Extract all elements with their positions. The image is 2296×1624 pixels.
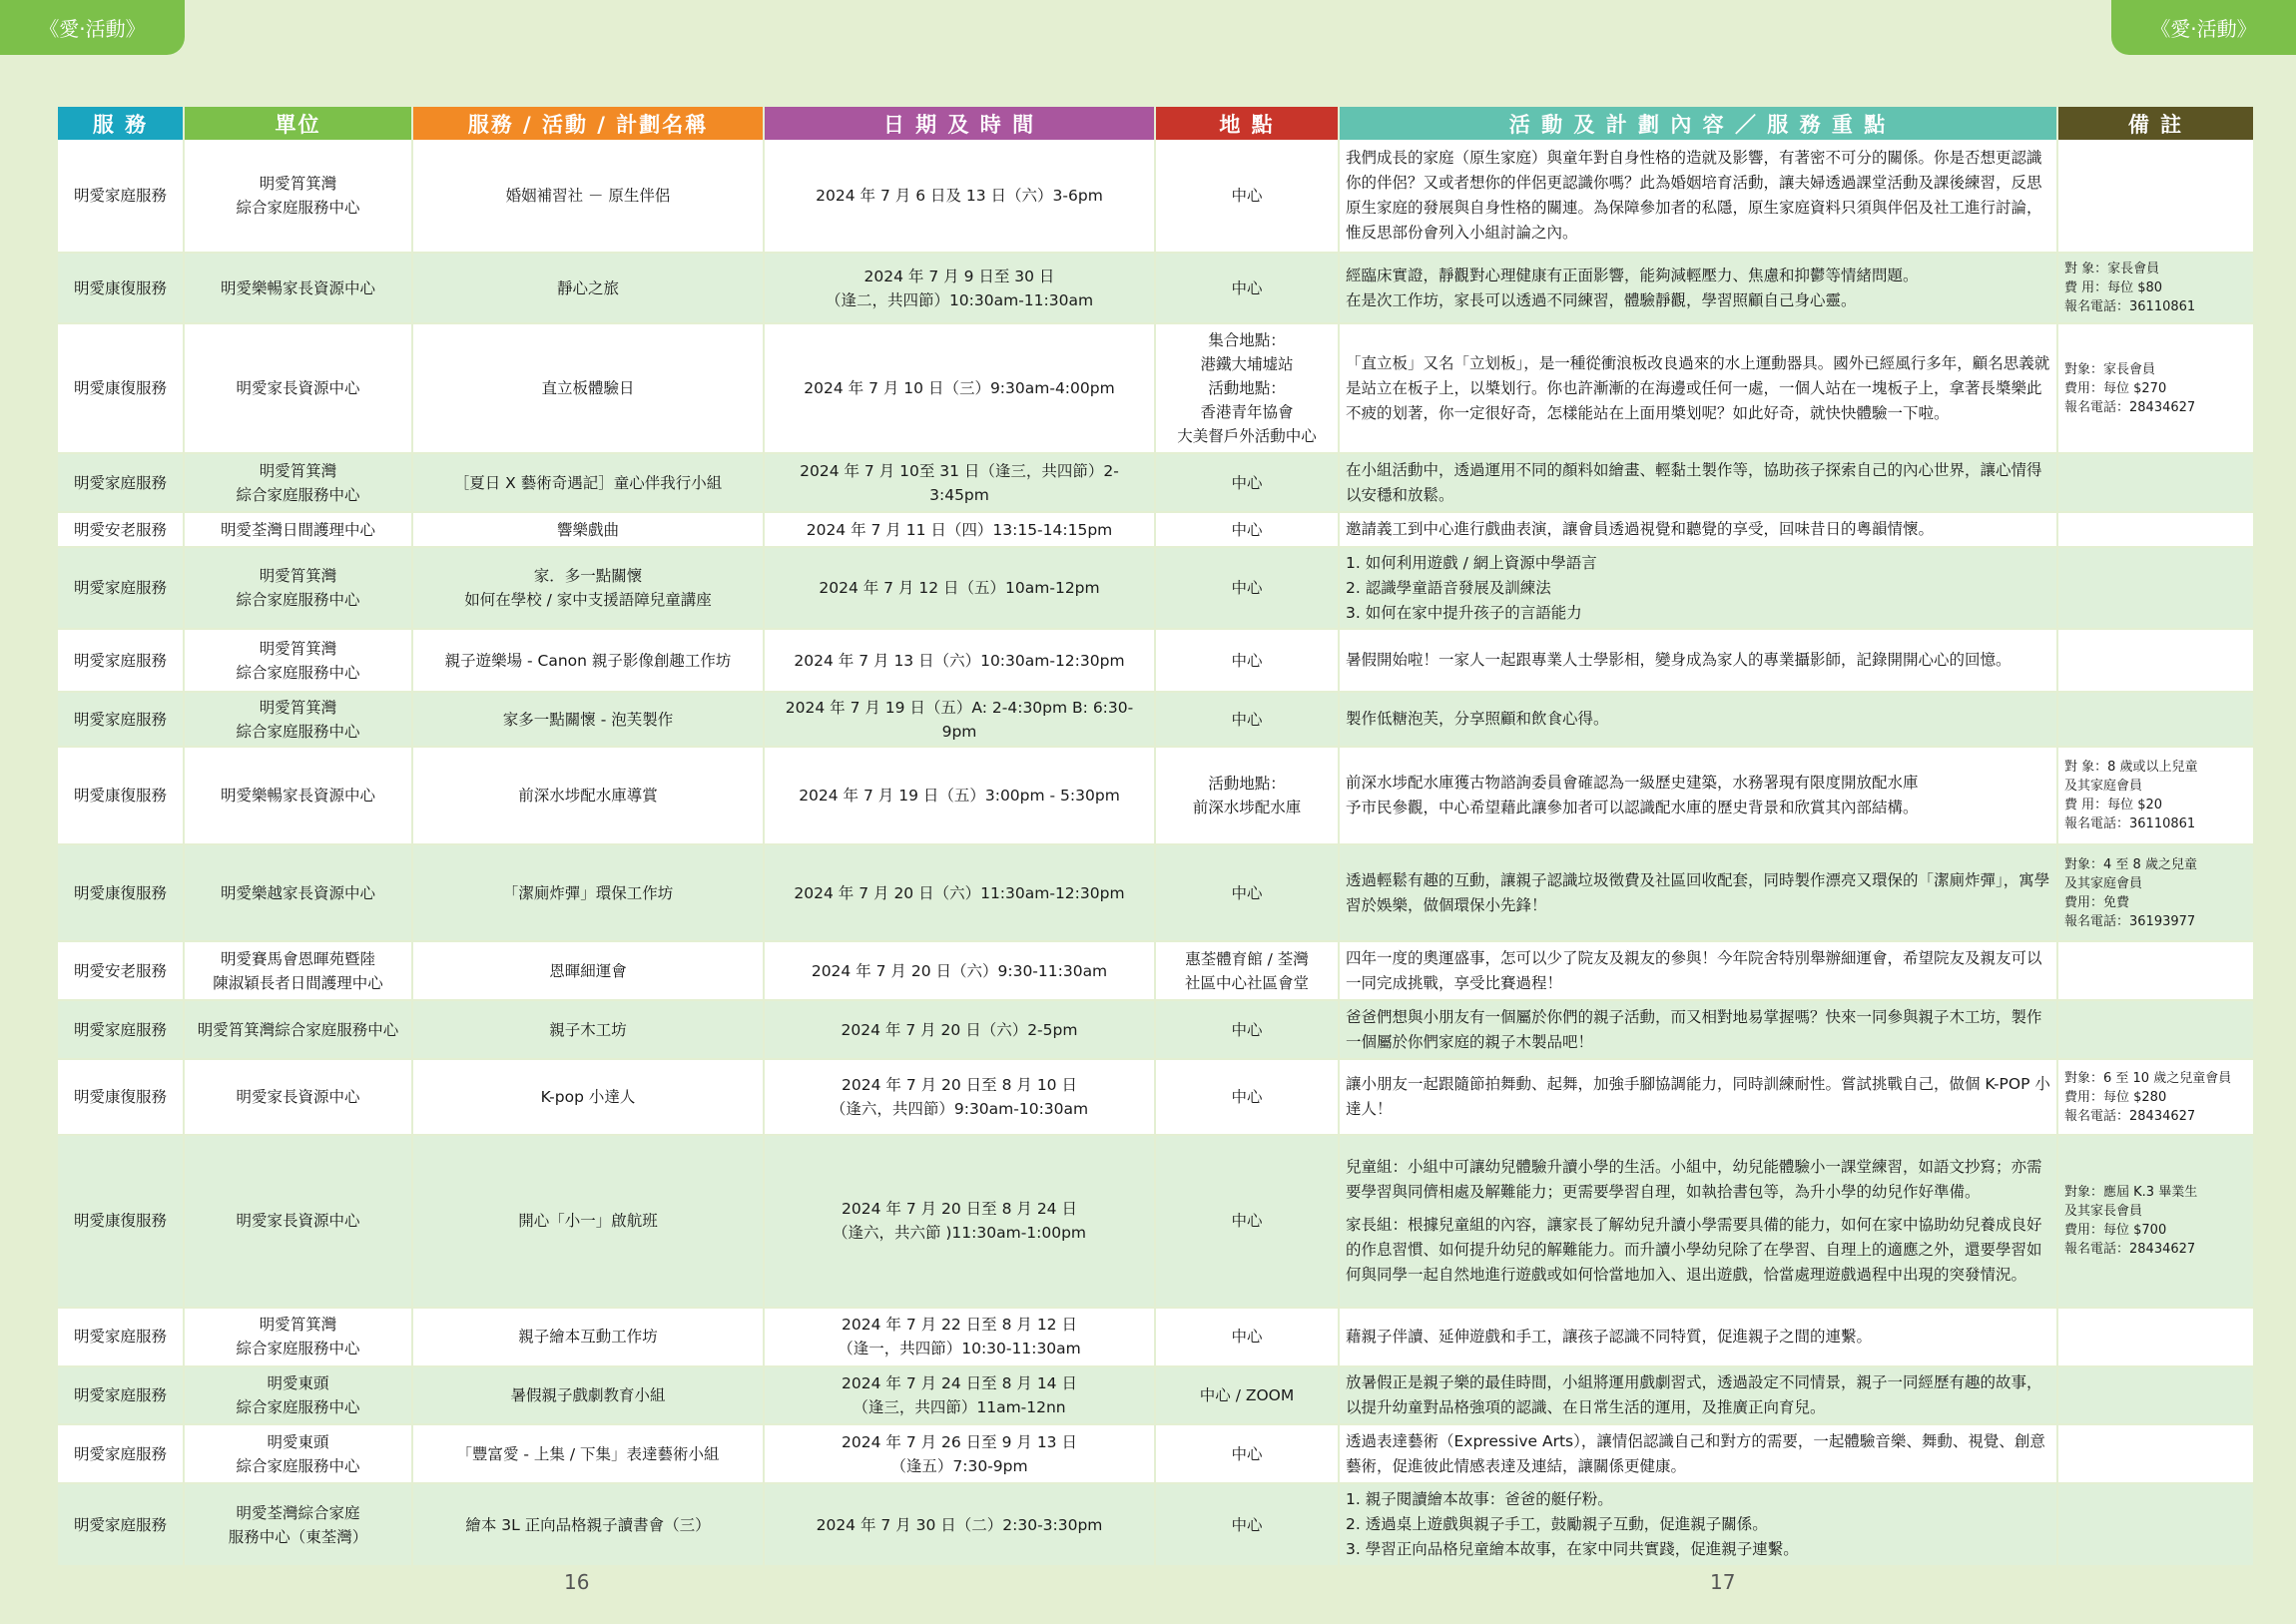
cell-service: 明愛康復服務 bbox=[58, 1136, 183, 1309]
cell-service: 明愛康復服務 bbox=[58, 324, 183, 454]
cell-location: 中心 bbox=[1156, 513, 1338, 548]
cell-unit: 明愛樂越家長資源中心 bbox=[185, 845, 411, 943]
table-row bbox=[58, 548, 2253, 630]
cell-service: 明愛家庭服務 bbox=[58, 693, 183, 748]
cell-service: 明愛康復服務 bbox=[58, 845, 183, 943]
table-row bbox=[58, 1001, 2253, 1060]
cell-location: 中心 bbox=[1156, 548, 1338, 630]
cell-date-time: 2024 年 7 月 12 日（五）10am-12pm bbox=[765, 548, 1154, 630]
cell-remarks bbox=[2058, 548, 2253, 630]
cell-activity-name: 親子繪本互動工作坊 bbox=[413, 1309, 763, 1367]
table-row bbox=[58, 630, 2253, 693]
cell-unit: 明愛荃灣日間護理中心 bbox=[185, 513, 411, 548]
cell-unit: 明愛家長資源中心 bbox=[185, 1136, 411, 1309]
cell-remarks: 對象：家長會員 費用：每位 $270 報名電話：28434627 bbox=[2058, 324, 2253, 454]
cell-activity-name: 響樂戲曲 bbox=[413, 513, 763, 548]
cell-unit: 明愛筲箕灣 綜合家庭服務中心 bbox=[185, 693, 411, 748]
cell-location: 集合地點： 港鐵大埔墟站 活動地點： 香港青年協會 大美督戶外活動中心 bbox=[1156, 324, 1338, 454]
cell-activity-name: 親子遊樂場 - Canon 親子影像創趣工作坊 bbox=[413, 630, 763, 693]
cell-content: 在小組活動中，透過運用不同的顏料如繪畫、輕黏土製作等，協助孩子探索自己的內心世界，讓心情得以安穩和放鬆。 bbox=[1340, 454, 2056, 513]
cell-unit: 明愛荃灣綜合家庭 服務中心（東荃灣） bbox=[185, 1484, 411, 1567]
cell-unit: 明愛筲箕灣綜合家庭服務中心 bbox=[185, 1001, 411, 1060]
cell-unit: 明愛家長資源中心 bbox=[185, 324, 411, 454]
cell-activity-name: 婚姻補習社 － 原生伴侶 bbox=[413, 140, 763, 254]
cell-location: 中心 bbox=[1156, 630, 1338, 693]
cell-service: 明愛家庭服務 bbox=[58, 1425, 183, 1484]
cell-date-time: 2024 年 7 月 9 日至 30 日 （逢二，共四節）10:30am-11:30am bbox=[765, 254, 1154, 324]
cell-location: 中心 bbox=[1156, 140, 1338, 254]
table-row bbox=[58, 1367, 2253, 1426]
cell-remarks bbox=[2058, 1425, 2253, 1484]
cell-remarks bbox=[2058, 942, 2253, 1001]
cell-remarks bbox=[2058, 630, 2253, 693]
cell-remarks: 對象：6 至 10 歲之兒童會員 費用：每位 $280 報名電話：28434627 bbox=[2058, 1060, 2253, 1135]
cell-content: 1. 親子閱讀繪本故事：爸爸的艇仔粉。 2. 透過桌上遊戲與親子手工，鼓勵親子互動，促進親子關係。 3. 學習正向品格兒童繪本故事，在家中同共實踐，促進親子連繫。 bbox=[1340, 1484, 2056, 1567]
cell-activity-name: 家．多一點關懷 如何在學校 / 家中支援語障兒童講座 bbox=[413, 548, 763, 630]
cell-date-time: 2024 年 7 月 10 日（三）9:30am-4:00pm bbox=[765, 324, 1154, 454]
cell-activity-name: ［夏日 X 藝術奇遇記］童心伴我行小組 bbox=[413, 454, 763, 513]
table-row bbox=[58, 324, 2253, 454]
cell-activity-name: 「豐富愛 - 上集 / 下集」表達藝術小組 bbox=[413, 1425, 763, 1484]
cell-date-time: 2024 年 7 月 26 日至 9 月 13 日 （逢五）7:30-9pm bbox=[765, 1425, 1154, 1484]
cell-activity-name: 開心「小一」啟航班 bbox=[413, 1136, 763, 1309]
cell-unit: 明愛筲箕灣 綜合家庭服務中心 bbox=[185, 454, 411, 513]
table-row bbox=[58, 1484, 2253, 1567]
cell-content: 「直立板」又名「立划板」，是一種從衝浪板改良過來的水上運動器具。國外已經風行多年，顧名思義就是站立在板子上，以槳划行。你也許漸漸的在海邊或任何一處，一個人站在一塊板子上，拿著長槳樂此不疲的划著，你一定很好奇，怎樣能站在上面用槳划呢？如此好奇，就快快體驗一下啦。 bbox=[1340, 324, 2056, 454]
cell-activity-name: 直立板體驗日 bbox=[413, 324, 763, 454]
header-activity-name: 服務 / 活動 / 計劃名稱 bbox=[413, 107, 763, 140]
cell-date-time: 2024 年 7 月 13 日（六）10:30am-12:30pm bbox=[765, 630, 1154, 693]
table-header-row bbox=[58, 107, 2253, 140]
cell-location: 活動地點： 前深水埗配水庫 bbox=[1156, 748, 1338, 845]
cell-service: 明愛家庭服務 bbox=[58, 1001, 183, 1060]
cell-unit: 明愛筲箕灣 綜合家庭服務中心 bbox=[185, 630, 411, 693]
cell-date-time: 2024 年 7 月 20 日（六）2-5pm bbox=[765, 1001, 1154, 1060]
cell-location: 中心 bbox=[1156, 454, 1338, 513]
cell-remarks bbox=[2058, 693, 2253, 748]
cell-location: 惠荃體育館 / 荃灣 社區中心社區會堂 bbox=[1156, 942, 1338, 1001]
header-service: 服 務 bbox=[58, 107, 183, 140]
table-row bbox=[58, 513, 2253, 548]
cell-date-time: 2024 年 7 月 20 日（六）11:30am-12:30pm bbox=[765, 845, 1154, 943]
cell-remarks: 對象：應屆 K.3 畢業生 及其家長會員 費用：每位 $700 報名電話：28434627 bbox=[2058, 1136, 2253, 1309]
table-row bbox=[58, 693, 2253, 748]
cell-date-time: 2024 年 7 月 19 日（五）3:00pm - 5:30pm bbox=[765, 748, 1154, 845]
cell-unit: 明愛筲箕灣 綜合家庭服務中心 bbox=[185, 140, 411, 254]
cell-content: 透過輕鬆有趣的互動，讓親子認識垃圾徵費及社區回收配套，同時製作漂亮又環保的「潔廁炸彈」，寓學習於娛樂，做個環保小先鋒！ bbox=[1340, 845, 2056, 943]
cell-remarks bbox=[2058, 1309, 2253, 1367]
header-remarks: 備 註 bbox=[2058, 107, 2253, 140]
table-body bbox=[58, 140, 2253, 1567]
cell-unit: 明愛樂暢家長資源中心 bbox=[185, 254, 411, 324]
table-row bbox=[58, 1060, 2253, 1135]
table-row bbox=[58, 254, 2253, 324]
cell-activity-name: K-pop 小達人 bbox=[413, 1060, 763, 1135]
cell-activity-name: 暑假親子戲劇教育小組 bbox=[413, 1367, 763, 1426]
cell-remarks: 對 象：家長會員 費 用：每位 $80 報名電話：36110861 bbox=[2058, 254, 2253, 324]
cell-unit: 明愛筲箕灣 綜合家庭服務中心 bbox=[185, 548, 411, 630]
cell-location: 中心 bbox=[1156, 254, 1338, 324]
cell-content: 製作低糖泡芙，分享照顧和飲食心得。 bbox=[1340, 693, 2056, 748]
cell-date-time: 2024 年 7 月 22 日至 8 月 12 日 （逢一，共四節）10:30-11:30am bbox=[765, 1309, 1154, 1367]
cell-service: 明愛家庭服務 bbox=[58, 1367, 183, 1426]
cell-unit: 明愛筲箕灣 綜合家庭服務中心 bbox=[185, 1309, 411, 1367]
content-paragraph: 兒童組：小組中可讓幼兒體驗升讀小學的生活。小組中，幼兒能體驗小一課堂練習，如語文抄寫；亦需要學習與同儕相處及解難能力；更需要學習自理，如執拾書包等，為升小學的幼兒作好準備。 bbox=[1346, 1157, 2042, 1201]
cell-activity-name: 「潔廁炸彈」環保工作坊 bbox=[413, 845, 763, 943]
cell-location: 中心 bbox=[1156, 1136, 1338, 1309]
cell-service: 明愛康復服務 bbox=[58, 254, 183, 324]
cell-remarks bbox=[2058, 454, 2253, 513]
cell-service: 明愛安老服務 bbox=[58, 513, 183, 548]
cell-content: 我們成長的家庭（原生家庭）與童年對自身性格的造就及影響，有著密不可分的關係。你是否想更認識你的伴侶？又或者想你的伴侶更認識你嗎？此為婚姻培育活動，讓夫婦透過課堂活動及課後練習，反思原生家庭的發展與自身性格的關連。為保障參加者的私隱，原生家庭資料只須與伴侶及社工進行討論，惟反思部份會列入小組討論之內。 bbox=[1340, 140, 2056, 254]
cell-date-time: 2024 年 7 月 6 日及 13 日（六）3-6pm bbox=[765, 140, 1154, 254]
cell-location: 中心 bbox=[1156, 693, 1338, 748]
header-location: 地 點 bbox=[1156, 107, 1338, 140]
cell-service: 明愛安老服務 bbox=[58, 942, 183, 1001]
cell-service: 明愛家庭服務 bbox=[58, 630, 183, 693]
cell-content: 透過表達藝術（Expressive Arts），讓情侶認識自己和對方的需要，一起體驗音樂、舞動、視覺、創意藝術，促進彼此情感表達及連結，讓關係更健康。 bbox=[1340, 1425, 2056, 1484]
content-paragraph: 家長組：根據兒童組的內容，讓家長了解幼兒升讀小學需要具備的能力，如何在家中協助幼兒養成良好的作息習慣、如何提升幼兒的解難能力。而升讀小學幼兒除了在學習、自理上的適應之外，還要學習如何與同學一起自然地進行遊戲或如何恰當地加入、退出遊戲，恰當處理遊戲過程中出現的突發情況。 bbox=[1346, 1215, 2042, 1284]
cell-service: 明愛家庭服務 bbox=[58, 1484, 183, 1567]
cell-date-time: 2024 年 7 月 11 日（四）13:15-14:15pm bbox=[765, 513, 1154, 548]
table-row bbox=[58, 1425, 2253, 1484]
cell-remarks: 對象：4 至 8 歲之兒童 及其家庭會員 費用：免費 報名電話：36193977 bbox=[2058, 845, 2253, 943]
table-row bbox=[58, 140, 2253, 254]
table-row bbox=[58, 942, 2253, 1001]
cell-service: 明愛康復服務 bbox=[58, 748, 183, 845]
cell-service: 明愛家庭服務 bbox=[58, 454, 183, 513]
cell-content bbox=[1340, 1136, 2056, 1309]
cell-date-time: 2024 年 7 月 20 日（六）9:30-11:30am bbox=[765, 942, 1154, 1001]
cell-remarks bbox=[2058, 1001, 2253, 1060]
cell-service: 明愛家庭服務 bbox=[58, 548, 183, 630]
cell-activity-name: 恩暉細運會 bbox=[413, 942, 763, 1001]
table-row bbox=[58, 454, 2253, 513]
cell-unit: 明愛賽馬會恩暉苑暨陸 陳淑穎長者日間護理中心 bbox=[185, 942, 411, 1001]
section-tab-left: 《愛‧活動》 bbox=[0, 0, 185, 55]
section-tab-right: 《愛‧活動》 bbox=[2111, 0, 2296, 55]
cell-unit: 明愛樂暢家長資源中心 bbox=[185, 748, 411, 845]
header-unit: 單位 bbox=[185, 107, 411, 140]
cell-service: 明愛家庭服務 bbox=[58, 1309, 183, 1367]
cell-location: 中心 bbox=[1156, 1309, 1338, 1367]
cell-remarks bbox=[2058, 1484, 2253, 1567]
cell-content: 藉親子伴讀、延伸遊戲和手工，讓孩子認識不同特質，促進親子之間的連繫。 bbox=[1340, 1309, 2056, 1367]
page-number-right: 17 bbox=[1710, 1570, 1736, 1594]
cell-unit: 明愛東頭 綜合家庭服務中心 bbox=[185, 1425, 411, 1484]
cell-date-time: 2024 年 7 月 10至 31 日（逢三，共四節）2-3:45pm bbox=[765, 454, 1154, 513]
cell-remarks bbox=[2058, 513, 2253, 548]
cell-activity-name: 靜心之旅 bbox=[413, 254, 763, 324]
cell-activity-name: 親子木工坊 bbox=[413, 1001, 763, 1060]
cell-unit: 明愛東頭 綜合家庭服務中心 bbox=[185, 1367, 411, 1426]
cell-content: 四年一度的奧運盛事，怎可以少了院友及親友的參與！今年院舍特別舉辦細運會，希望院友及親友可以一同完成挑戰，享受比賽過程！ bbox=[1340, 942, 2056, 1001]
cell-location: 中心 bbox=[1156, 1060, 1338, 1135]
cell-content: 前深水埗配水庫獲古物諮詢委員會確認為一級歷史建築，水務署現有限度開放配水庫 予市民參觀，中心希望藉此讓參加者可以認識配水庫的歷史背景和欣賞其內部結構。 bbox=[1340, 748, 2056, 845]
page-number-left: 16 bbox=[564, 1570, 590, 1594]
cell-date-time: 2024 年 7 月 19 日（五）A: 2-4:30pm B: 6:30-9pm bbox=[765, 693, 1154, 748]
cell-date-time: 2024 年 7 月 20 日至 8 月 10 日 （逢六，共四節）9:30am-10:30am bbox=[765, 1060, 1154, 1135]
activity-table-wrapper bbox=[56, 107, 2239, 1567]
cell-service: 明愛家庭服務 bbox=[58, 140, 183, 254]
table-row bbox=[58, 1136, 2253, 1309]
cell-content: 放暑假正是親子樂的最佳時間，小組將運用戲劇習式，透過設定不同情景，親子一同經歷有趣的故事，以提升幼童對品格強項的認識、在日常生活的運用，及推廣正向育兒。 bbox=[1340, 1367, 2056, 1426]
cell-content: 暑假開始啦！一家人一起跟專業人士學影相，變身成為家人的專業攝影師，記錄開開心心的回憶。 bbox=[1340, 630, 2056, 693]
cell-remarks bbox=[2058, 1367, 2253, 1426]
header-content: 活 動 及 計 劃 內 容 ／ 服 務 重 點 bbox=[1340, 107, 2056, 140]
cell-content: 1. 如何利用遊戲 / 網上資源中學語言 2. 認識學童語音發展及訓練法 3. 如何在家中提升孩子的言語能力 bbox=[1340, 548, 2056, 630]
cell-location: 中心 bbox=[1156, 845, 1338, 943]
table-row bbox=[58, 845, 2253, 943]
cell-location: 中心 bbox=[1156, 1425, 1338, 1484]
cell-location: 中心 bbox=[1156, 1484, 1338, 1567]
cell-date-time: 2024 年 7 月 30 日（二）2:30-3:30pm bbox=[765, 1484, 1154, 1567]
cell-date-time: 2024 年 7 月 24 日至 8 月 14 日 （逢三，共四節）11am-12nn bbox=[765, 1367, 1154, 1426]
cell-unit: 明愛家長資源中心 bbox=[185, 1060, 411, 1135]
table-row bbox=[58, 1309, 2253, 1367]
activity-table bbox=[56, 107, 2255, 1567]
cell-activity-name: 前深水埗配水庫導賞 bbox=[413, 748, 763, 845]
header-date-time: 日 期 及 時 間 bbox=[765, 107, 1154, 140]
cell-content: 爸爸們想與小朋友有一個屬於你們的親子活動，而又相對地易掌握嗎？快來一同參與親子木工坊，製作一個屬於你們家庭的親子木製品吧！ bbox=[1340, 1001, 2056, 1060]
cell-remarks: 對 象：8 歲或以上兒童 及其家庭會員 費 用：每位 $20 報名電話：36110861 bbox=[2058, 748, 2253, 845]
cell-location: 中心 bbox=[1156, 1001, 1338, 1060]
cell-content: 邀請義工到中心進行戲曲表演，讓會員透過視覺和聽覺的享受，回味昔日的粵韻情懷。 bbox=[1340, 513, 2056, 548]
cell-location: 中心 / ZOOM bbox=[1156, 1367, 1338, 1426]
cell-remarks bbox=[2058, 140, 2253, 254]
cell-service: 明愛康復服務 bbox=[58, 1060, 183, 1135]
cell-activity-name: 繪本 3L 正向品格親子讀書會（三） bbox=[413, 1484, 763, 1567]
cell-date-time: 2024 年 7 月 20 日至 8 月 24 日 （逢六，共六節 )11:30am-1:00pm bbox=[765, 1136, 1154, 1309]
table-row bbox=[58, 748, 2253, 845]
cell-activity-name: 家多一點關懷 - 泡芙製作 bbox=[413, 693, 763, 748]
cell-content: 讓小朋友一起跟隨節拍舞動、起舞，加強手腳協調能力，同時訓練耐性。嘗試挑戰自己，做個 K-POP 小達人！ bbox=[1340, 1060, 2056, 1135]
cell-content: 經臨床實證，靜觀對心理健康有正面影響，能夠減輕壓力、焦慮和抑鬱等情緒問題。 在是次工作坊，家長可以透過不同練習，體驗靜觀，學習照顧自己身心靈。 bbox=[1340, 254, 2056, 324]
